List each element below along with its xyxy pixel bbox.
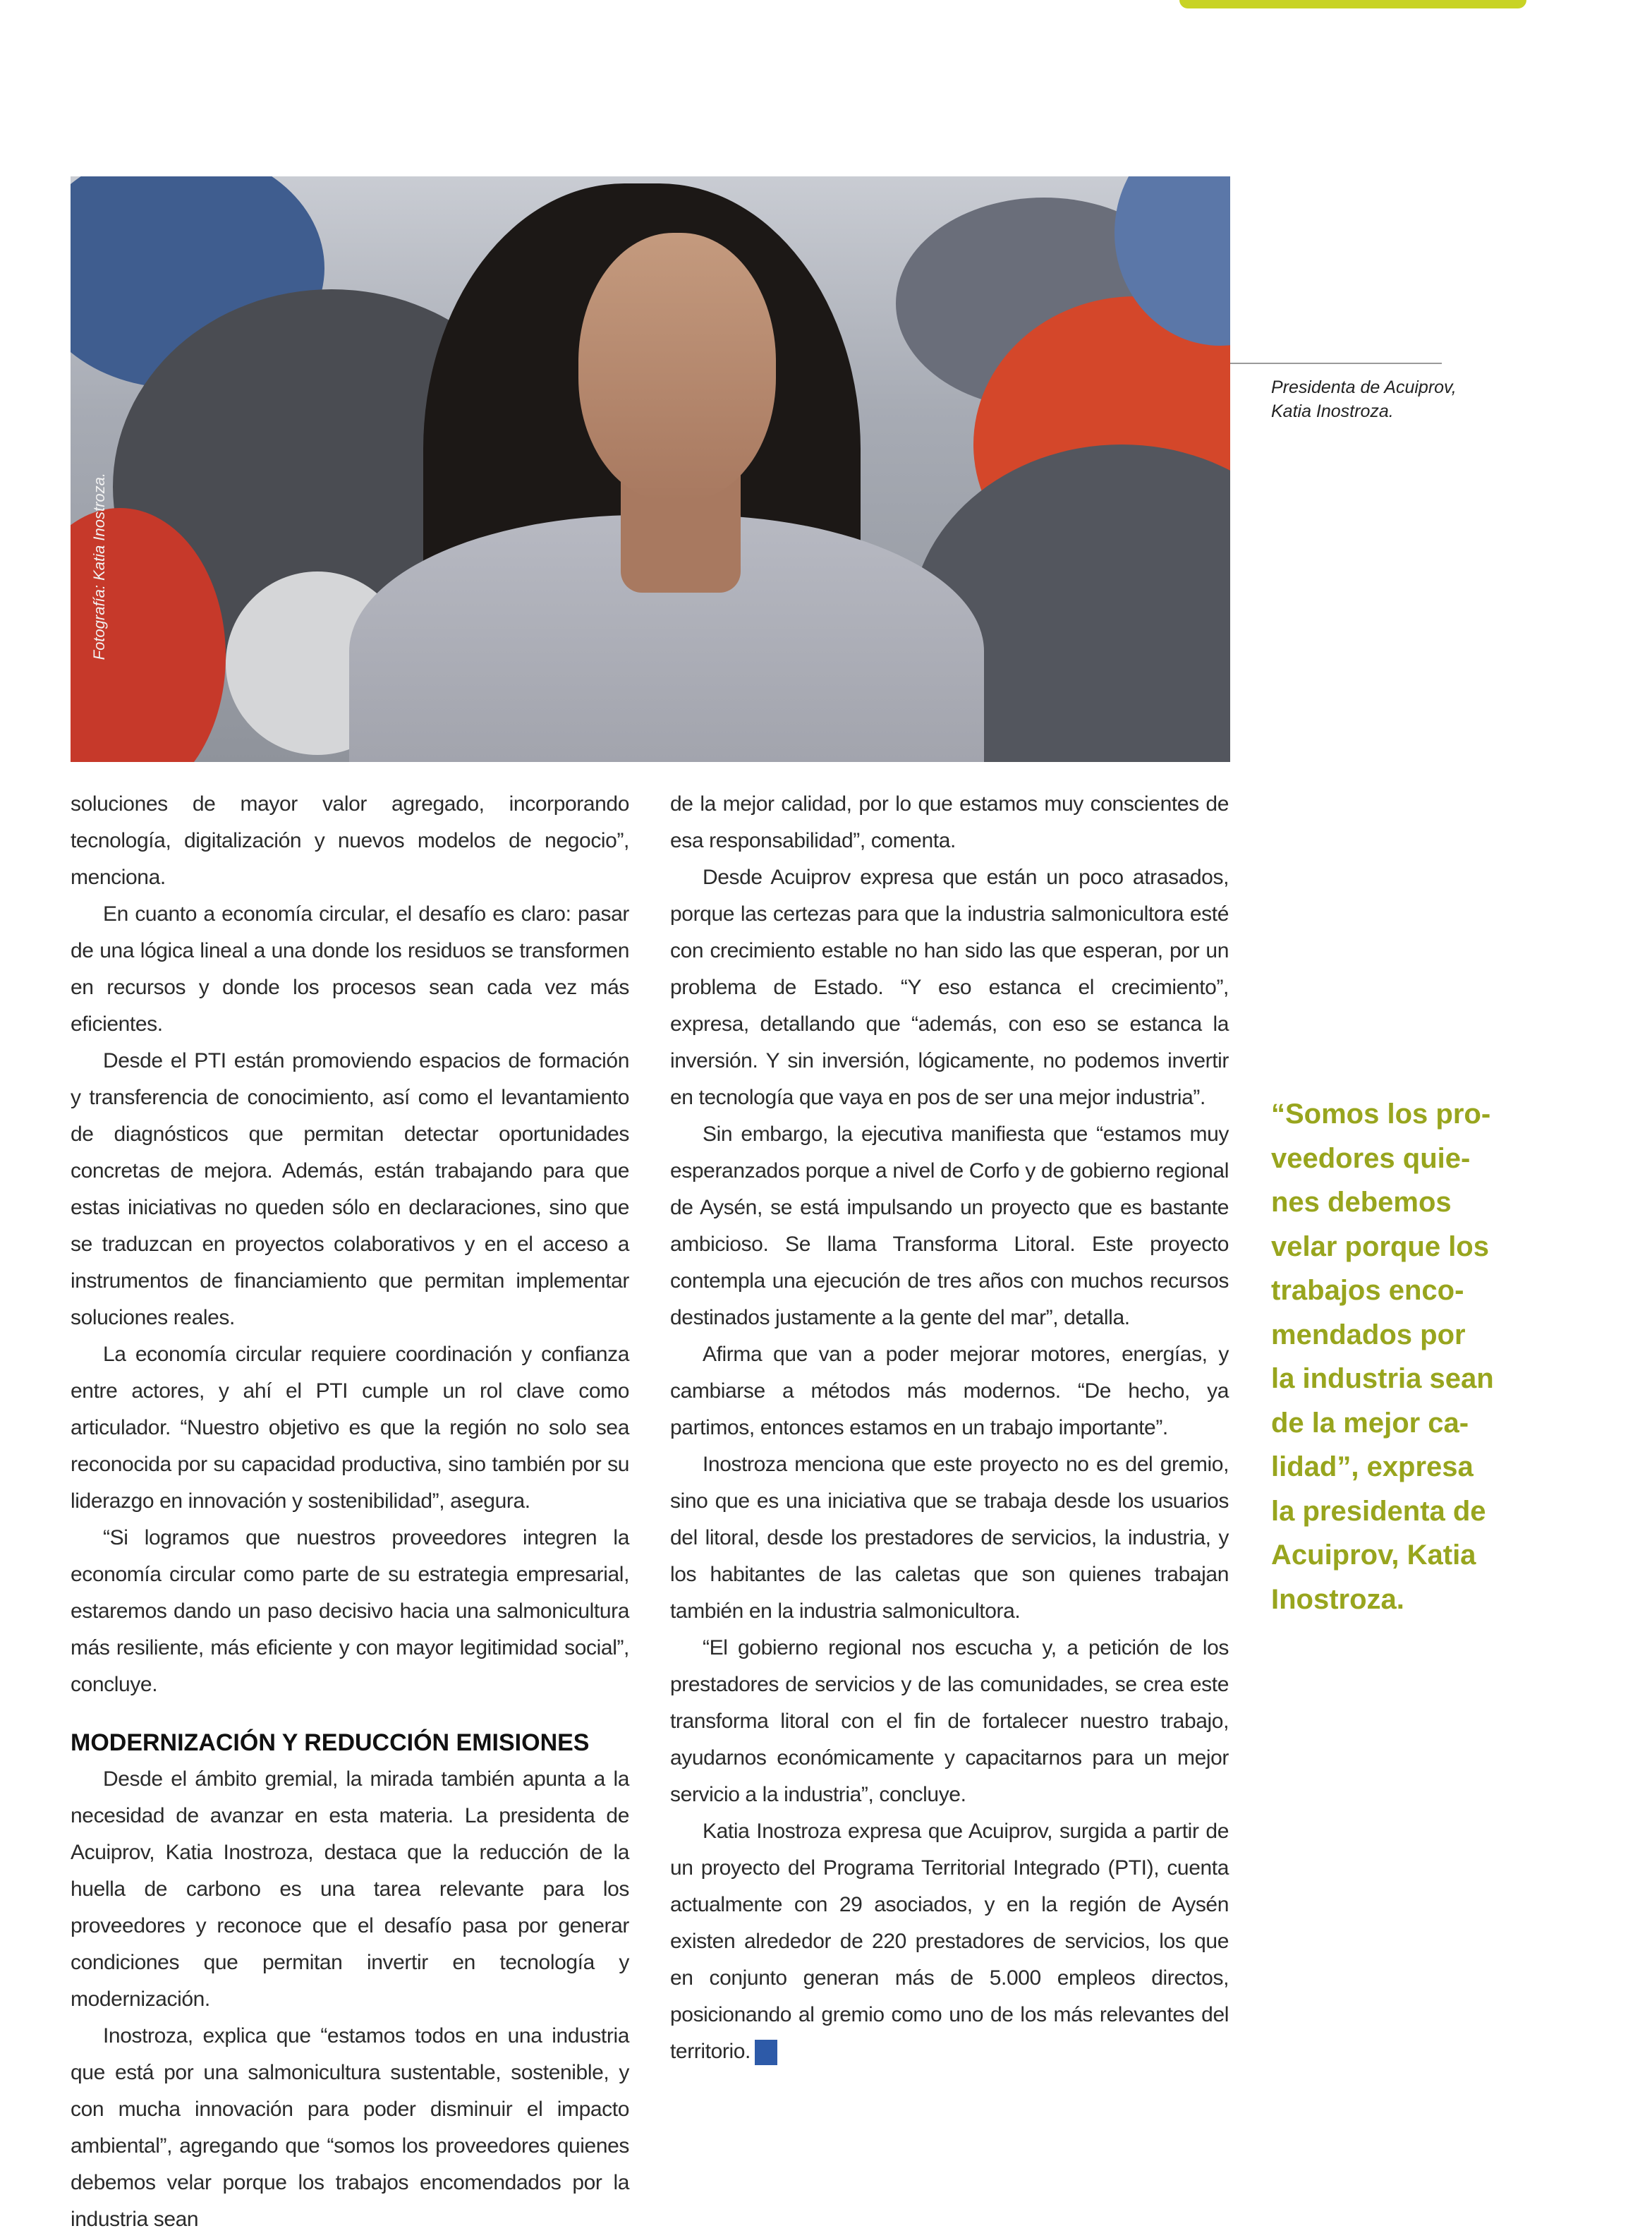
article-column-1: [71, 786, 629, 2238]
paragraph: “El gobierno regional nos escucha y, a petición de los prestadores de servicios y de las comunidades, se crea este transforma litoral con el fin de fortalecer nuestro trabajo, ayudarnos económicamente y capacitarnos para un mejor servicio a la industria”, concluye.: [670, 1636, 1229, 1806]
paragraph: En cuanto a economía circular, el desafío es claro: pasar de una lógica lineal a una donde los residuos se transformen en recursos y donde los procesos sean cada vez más eficientes.: [71, 902, 629, 1036]
paragraph: La economía circular requiere coordinación y confianza entre actores, y ahí el PTI cumple un rol clave como articulador. “Nuestro objetivo es que la región no solo sea reconocida por su capacidad productiva, sino también por su liderazgo en innovación y sostenibilidad”, asegura.: [71, 1343, 629, 1513]
pull-quote-line: Inostroza.: [1271, 1583, 1404, 1615]
end-mark-icon: Q: [755, 2040, 777, 2065]
pull-quote-line: “Somos los pro-: [1271, 1099, 1491, 1130]
section-heading: MODERNIZACIÓN Y REDUCCIÓN EMISIONES: [71, 1729, 590, 1756]
pull-quote-line: de la mejor ca-: [1271, 1407, 1469, 1439]
paragraph: “Si logramos que nuestros proveedores integren la economía circular como parte de su estrategia empresarial, estaremos dando un paso decisivo hacia una salmonicultura más resiliente, más eficiente y con mayor legitimidad social”, concluye.: [71, 1526, 629, 1696]
pull-quote-line: la industria sean: [1271, 1363, 1494, 1394]
paragraph: de la mejor calidad, por lo que estamos muy conscientes de esa responsabilidad”, comenta.: [670, 792, 1229, 852]
paragraph-final: [670, 1813, 1229, 2070]
pull-quote-line: lidad”, expresa: [1271, 1451, 1474, 1482]
paragraph-final-text: Katia Inostroza expresa que Acuiprov, surgida a partir de un proyecto del Programa Territorial Integrado (PTI), cuenta actualmente con 29 asociados, y en la región de Aysén existen alrededor de 220 prestadores de servicios, los que en conjunto generan más de 5.000 empleos directos, posicionando al gremio como uno de los más relevantes del territorio.: [670, 1820, 1229, 2063]
paragraph: Sin embargo, la ejecutiva manifiesta que “estamos muy esperanzados porque a nivel de Corfo y de gobierno regional de Aysén, se está impulsando un proyecto que es bastante ambicioso. Se llama Transforma Litoral. Este proyecto contempla una ejecución de tres años con muchos recursos destinados justamente a la gente del mar”, detalla.: [670, 1123, 1229, 1329]
paragraph: Inostroza, explica que “estamos todos en una industria que está por una salmonicultura sustentable, sostenible, y con mucha innovación para poder disminuir el impacto ambiental”, agregando que “somos los proveedores quienes debemos velar porque los trabajos encomendados por la industria sean: [71, 2024, 629, 2231]
paragraph: Desde Acuiprov expresa que están un poco atrasados, porque las certezas para que la industria salmonicultora esté con crecimiento estable no han sido las que esperan, por un problema de Estado. “Y eso estanca el crecimiento”, expresa, detallando que “además, con eso se estanca la inversión. Y sin inversión, lógicamente, no podemos invertir en tecnología que vaya en pos de ser una mejor industria”.: [670, 866, 1229, 1109]
caption-line-1: Presidenta de Acuiprov,: [1271, 377, 1457, 397]
paragraph: Desde el ámbito gremial, la mirada también apunta a la necesidad de avanzar en esta materia. La presidenta de Acuiprov, Katia Inostroza, destaca que la reducción de la huella de carbono es una tarea relevante para los proveedores y reconoce que el desafío pasa por generar condiciones que permitan invertir en tecnología y modernización.: [71, 1767, 629, 2011]
pull-quote-line: nes debemos: [1271, 1187, 1452, 1218]
photo-credit: Fotografía: Katia Inostroza.: [90, 473, 108, 660]
pull-quote: [1271, 1092, 1539, 1621]
pull-quote-line: veedores quie-: [1271, 1142, 1471, 1174]
article-column-2: [670, 786, 1229, 2070]
portrait-photo: [71, 176, 1230, 762]
pull-quote-line: la presidenta de: [1271, 1495, 1486, 1527]
paragraph: Desde el PTI están promoviendo espacios de formación y transferencia de conocimiento, así como el levantamiento de diagnósticos que permitan detectar oportunidades concretas de mejora. Además, están trabajando para que estas iniciativas no queden sólo en declaraciones, sino que se traduzcan en proyectos colaborativos y en el acceso a instrumentos de financiamiento que permitan implementar soluciones reales.: [71, 1049, 629, 1329]
top-accent-bar: [1179, 0, 1526, 8]
paragraph: soluciones de mayor valor agregado, incorporando tecnología, digitalización y nuevos modelos de negocio”, menciona.: [71, 792, 629, 889]
caption-line-2: Katia Inostroza.: [1271, 401, 1394, 421]
caption-rule: [1230, 363, 1442, 364]
paragraph: Inostroza menciona que este proyecto no es del gremio, sino que es una iniciativa que se trabaja desde los usuarios del litoral, desde los prestadores de servicios, la industria, y los habitantes de las caletas que son quienes trabajan también en la industria salmonicultora.: [670, 1453, 1229, 1623]
pull-quote-line: velar porque los: [1271, 1230, 1489, 1262]
person-face: [578, 233, 776, 501]
pull-quote-line: trabajos enco-: [1271, 1275, 1464, 1306]
pull-quote-line: mendados por: [1271, 1319, 1466, 1350]
pull-quote-line: Acuiprov, Katia: [1271, 1540, 1476, 1571]
photo-caption: [1271, 375, 1483, 423]
paragraph: Afirma que van a poder mejorar motores, energías, y cambiarse a métodos más modernos. “De hecho, ya partimos, entonces estamos en un trabajo importante”.: [670, 1343, 1229, 1439]
